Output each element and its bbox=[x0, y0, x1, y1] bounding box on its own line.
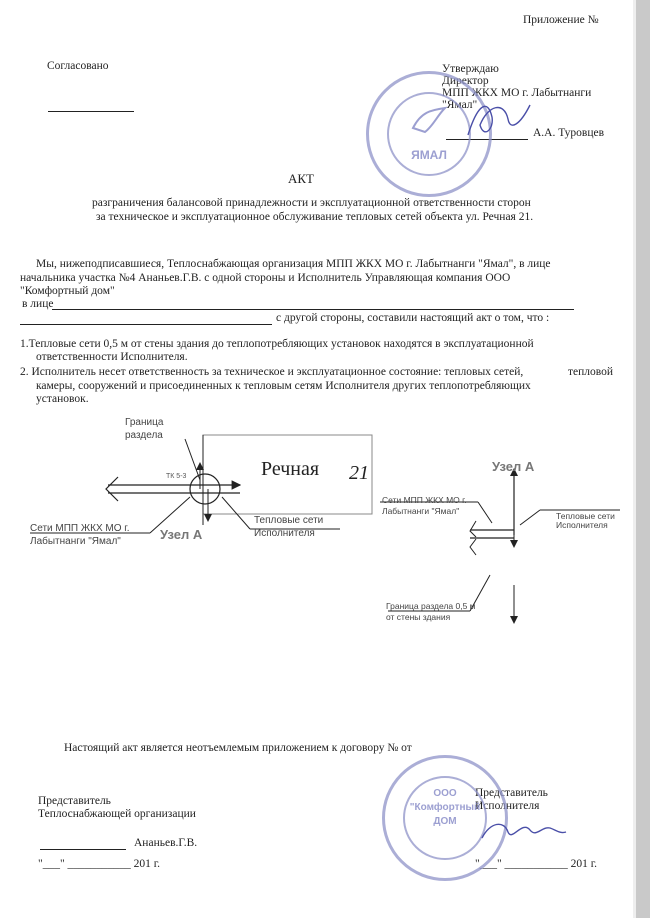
node-a-detail-title: Узел А bbox=[492, 459, 535, 474]
item-1-line-2: ответственности Исполнителя. bbox=[36, 351, 188, 363]
node-a-boundary-label-2: от стены здания bbox=[386, 612, 451, 622]
executor-seal-line-3: ДОМ bbox=[433, 816, 457, 827]
consumer-network-label-2: Исполнителя bbox=[254, 528, 315, 539]
item-2-line-2: камеры, сооружений и присоединенных к тепловым сетям Исполнителя других теплопотребляющих bbox=[36, 380, 531, 392]
approve-line-1: Утверждаю bbox=[442, 63, 499, 75]
executor-representative-label-2: Исполнителя bbox=[475, 800, 540, 812]
seal-text: ЯМАЛ bbox=[411, 148, 447, 162]
representative-fill-line-2 bbox=[20, 324, 272, 325]
supplier-representative-label-2: Теплоснабжающей организации bbox=[38, 808, 196, 820]
act-subtitle-line-1: разграничения балансовой принадлежности и эксплуатационной ответственности сторон bbox=[92, 197, 531, 209]
item-1-line-1: 1.Тепловые сети 0,5 м от стены здания до теплопотребляющих установок находятся в эксплуатационной bbox=[20, 338, 534, 350]
executor-signature bbox=[478, 812, 568, 852]
contract-reference: Настоящий акт является неотъемлемым приложением к договору № от bbox=[64, 742, 412, 754]
director-name: А.А. Туровцев bbox=[533, 127, 605, 139]
node-a-supplier-label-2: Лабытнанги "Ямал" bbox=[382, 506, 460, 516]
node-a-consumer-label-2: Исполнителя bbox=[556, 520, 608, 530]
act-subtitle-line-2: за техническое и эксплуатационное обслуживание тепловых сетей объекта ул. Речная 21. bbox=[96, 211, 534, 223]
supplier-network-label-2: Лабытнанги "Ямал" bbox=[30, 536, 121, 547]
approve-line-3: МПП ЖКХ МО г. Лабытнанги bbox=[442, 87, 592, 99]
act-heading: АКТ bbox=[288, 171, 314, 186]
item-2-line-3: установок. bbox=[36, 393, 89, 405]
executor-date-field: "___" ___________ 201 г. bbox=[475, 858, 598, 870]
boundary-label-1: Граница bbox=[125, 417, 164, 428]
body-paragraph-line-4: в лице bbox=[22, 298, 54, 310]
supplier-network-label-1: Сети МПП ЖКХ МО г. bbox=[30, 523, 130, 534]
building-label: Речная bbox=[261, 458, 320, 480]
approve-line-2: Директор bbox=[442, 75, 489, 87]
supplier-date-field: "___" ___________ 201 г. bbox=[38, 858, 161, 870]
node-a-consumer-label-1: Тепловые сети bbox=[556, 511, 615, 521]
body-paragraph-line-1: Мы, нижеподписавшиеся, Теплоснабжающая организация МПП ЖКХ МО г. Лабытнанги "Ямал", в лице bbox=[36, 258, 551, 270]
director-signature bbox=[464, 95, 534, 145]
item-2-line-1: 2. Исполнитель несет ответственность за техническое и эксплуатационное состояние: тепловых сетей, bbox=[20, 366, 524, 378]
heat-network-diagram bbox=[0, 405, 650, 635]
executor-representative-label-1: Представитель bbox=[475, 787, 548, 799]
supplier-representative-label-1: Представитель bbox=[38, 795, 111, 807]
chamber-label: ТК 5-3 bbox=[166, 473, 187, 480]
node-a-label: Узел А bbox=[160, 527, 203, 542]
item-2-line-1-tail: тепловой bbox=[568, 366, 614, 378]
appendix-label: Приложение № bbox=[523, 14, 599, 26]
approve-line-4: "Ямал" bbox=[442, 99, 478, 111]
executor-seal-line-1: ООО bbox=[433, 788, 457, 799]
body-paragraph-line-2: начальника участка №4 Ананьев.Г.В. с одной стороны и Исполнитель Управляющая компания ООО bbox=[20, 272, 511, 284]
supplier-signature-line bbox=[40, 849, 126, 850]
agreed-label: Согласовано bbox=[47, 60, 109, 72]
boundary-label-2: раздела bbox=[125, 430, 163, 441]
body-paragraph-line-3: "Комфортный дом" bbox=[20, 285, 115, 297]
representative-fill-line bbox=[52, 309, 574, 310]
seal-emblem-icon bbox=[409, 102, 449, 140]
building-number: 21 bbox=[349, 462, 369, 484]
supplier-representative-name: Ананьев.Г.В. bbox=[134, 837, 198, 849]
consumer-network-label-1: Тепловые сети bbox=[254, 515, 324, 526]
agreed-signature-line bbox=[48, 111, 134, 112]
node-a-supplier-label-1: Сети МПП ЖКХ МО г. bbox=[382, 495, 467, 505]
body-paragraph-line-5: с другой стороны, составили настоящий акт о том, что : bbox=[276, 312, 550, 324]
node-a-boundary-label-1: Граница раздела 0,5 м bbox=[386, 601, 476, 611]
executor-seal-line-2: "Комфортный bbox=[409, 802, 481, 813]
